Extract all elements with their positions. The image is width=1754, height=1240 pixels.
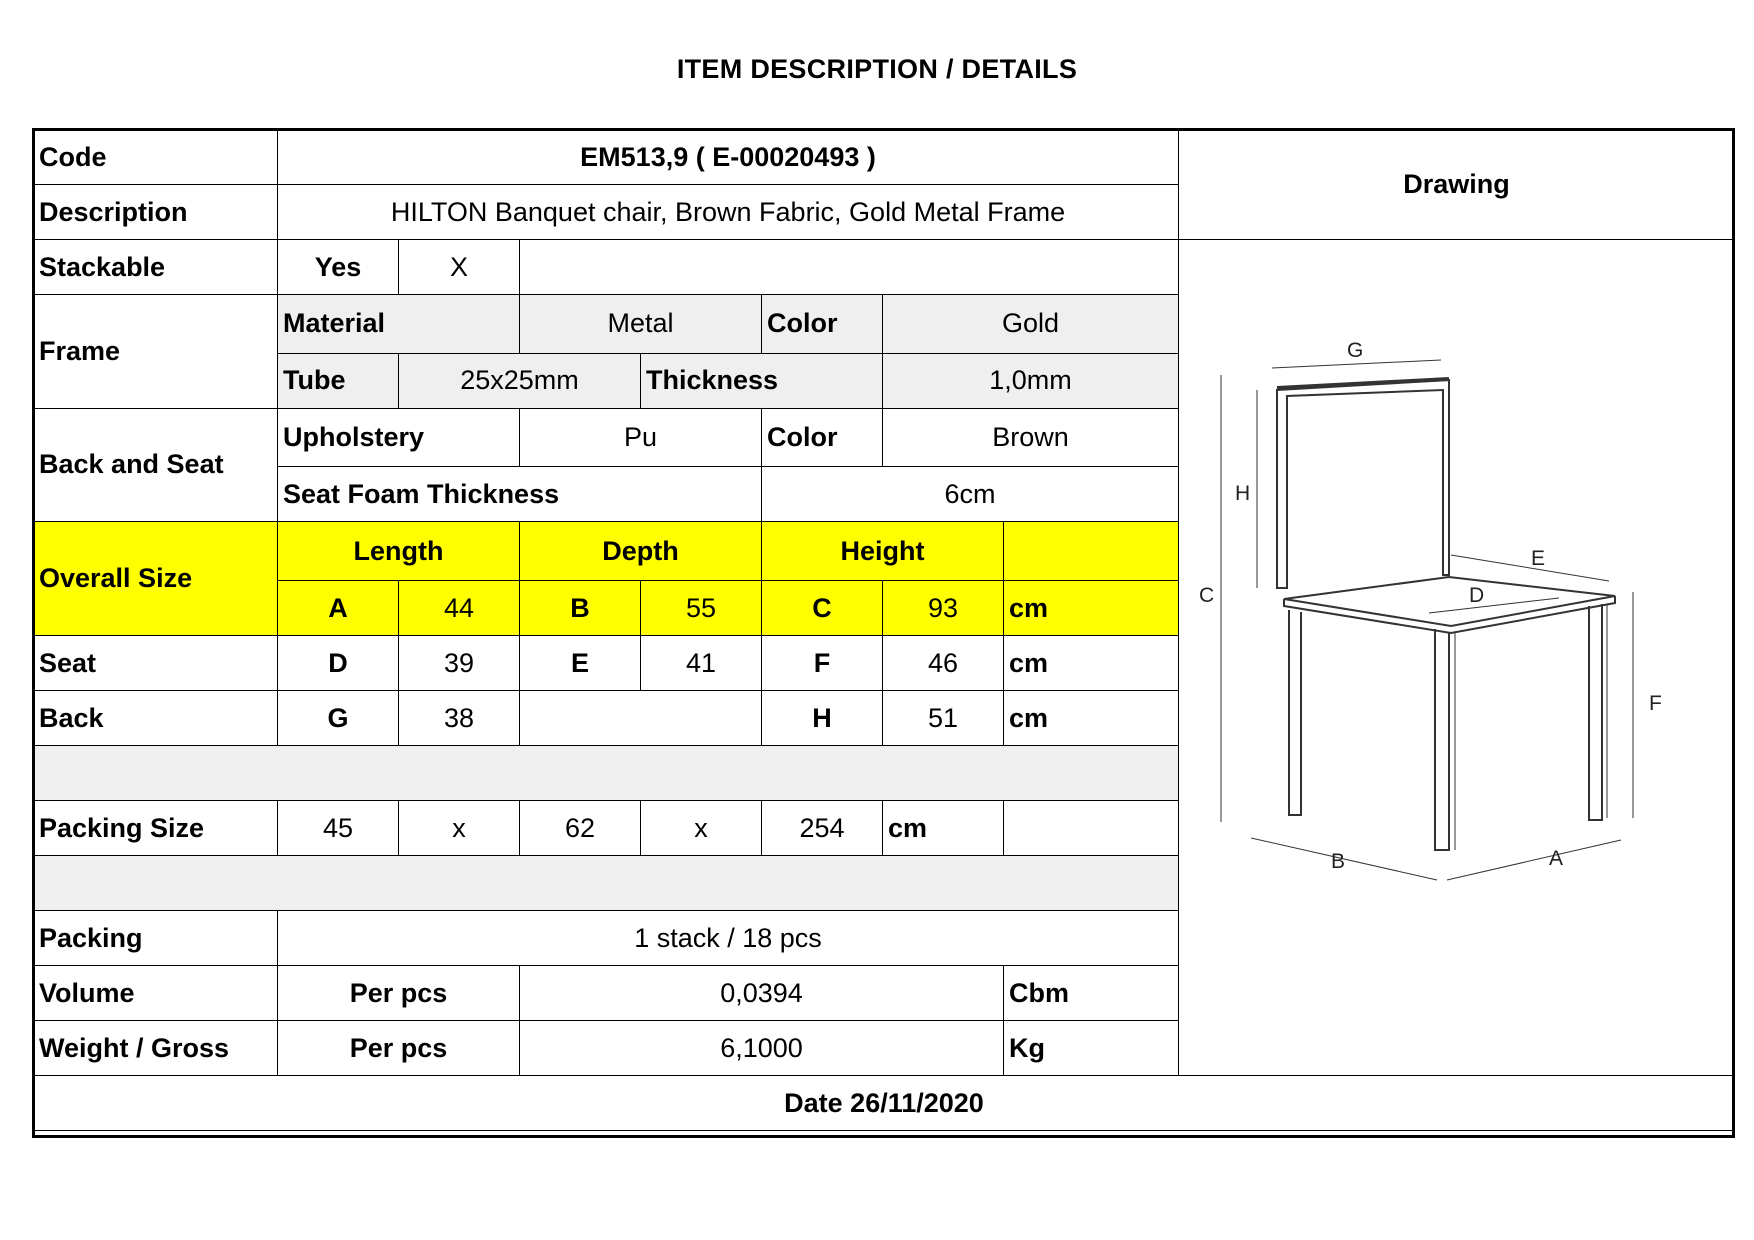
size-c-value: 93: [883, 581, 1004, 636]
size-a-label: A: [278, 581, 399, 636]
back-g-value: 38: [399, 691, 520, 746]
seat-e-value: 41: [641, 636, 762, 691]
packing-size-width: 62: [520, 801, 641, 856]
seat-e-label: E: [520, 636, 641, 691]
upholstery-value: Pu: [520, 408, 762, 467]
back-h-label: H: [762, 691, 883, 746]
size-a-value: 44: [399, 581, 520, 636]
frame-material-label: Material: [278, 295, 520, 354]
description-label: Description: [34, 185, 278, 240]
volume-value: 0,0394: [520, 966, 1004, 1021]
back-g-label: G: [278, 691, 399, 746]
frame-thickness-value: 1,0mm: [883, 353, 1179, 408]
volume-per: Per pcs: [278, 966, 520, 1021]
code-value: EM513,9 ( E-00020493 ): [278, 130, 1179, 185]
leg-back-left: [1289, 610, 1301, 815]
back-seat-label: Back and Seat: [34, 408, 278, 522]
weight-value: 6,1000: [520, 1021, 1004, 1076]
foam-label: Seat Foam Thickness: [278, 467, 762, 522]
description-value: HILTON Banquet chair, Brown Fabric, Gold Metal Frame: [278, 185, 1179, 240]
packing-size-x1: x: [399, 801, 520, 856]
frame-tube-value: 25x25mm: [399, 353, 641, 408]
frame-color-label: Color: [762, 295, 883, 354]
dim-line-e: [1451, 555, 1609, 581]
seat-f-value: 46: [883, 636, 1004, 691]
backrest: [1277, 380, 1449, 588]
size-b-value: 55: [641, 581, 762, 636]
packing-label: Packing: [34, 911, 278, 966]
frame-color-value: Gold: [883, 295, 1179, 354]
seat-top: [1284, 577, 1615, 626]
frame-material-value: Metal: [520, 295, 762, 354]
seat-edge: [1284, 596, 1615, 633]
label-c: C: [1199, 584, 1215, 607]
seat-d-value: 39: [399, 636, 520, 691]
upholstery-color-label: Color: [762, 408, 883, 467]
code-label: Code: [34, 130, 278, 185]
stackable-mark: X: [399, 240, 520, 295]
spacer-row-2: [34, 856, 1179, 911]
frame-tube-label: Tube: [278, 353, 399, 408]
overall-size-empty: [1004, 522, 1179, 581]
packing-size-x2: x: [641, 801, 762, 856]
seat-d-label: D: [278, 636, 399, 691]
upholstery-color-value: Brown: [883, 408, 1179, 467]
back-label: Back: [34, 691, 278, 746]
back-h-value: 51: [883, 691, 1004, 746]
page-title: ITEM DESCRIPTION / DETAILS: [676, 54, 1078, 84]
label-b: B: [1331, 850, 1346, 873]
back-unit: cm: [1004, 691, 1179, 746]
leg-right: [1589, 604, 1602, 820]
label-d: D: [1469, 584, 1485, 607]
stackable-label: Stackable: [34, 240, 278, 295]
dim-line-a: [1447, 840, 1621, 880]
packing-size-height: 254: [762, 801, 883, 856]
backrest-top: [1277, 379, 1449, 388]
label-g: G: [1347, 339, 1364, 362]
seat-f-label: F: [762, 636, 883, 691]
seat-unit: cm: [1004, 636, 1179, 691]
packing-size-length: 45: [278, 801, 399, 856]
packing-size-unit: cm: [883, 801, 1004, 856]
overall-size-unit: cm: [1004, 581, 1179, 636]
size-b-label: B: [520, 581, 641, 636]
label-a: A: [1549, 847, 1564, 870]
seat-label: Seat: [34, 636, 278, 691]
chair-drawing: [1179, 240, 1735, 1068]
label-f: F: [1649, 692, 1662, 715]
height-label: Height: [762, 522, 1004, 581]
packing-size-empty: [1004, 801, 1179, 856]
label-h: H: [1235, 482, 1251, 505]
depth-label: Depth: [520, 522, 762, 581]
packing-value: 1 stack / 18 pcs: [278, 911, 1179, 966]
label-e: E: [1531, 547, 1546, 570]
stackable-empty: [520, 240, 1179, 295]
volume-label: Volume: [34, 966, 278, 1021]
weight-label: Weight / Gross: [34, 1021, 278, 1076]
leg-front: [1435, 629, 1449, 850]
back-empty: [520, 691, 762, 746]
overall-size-label: Overall Size: [34, 522, 278, 636]
spec-table: [33, 129, 1735, 1131]
packing-size-label: Packing Size: [34, 801, 278, 856]
size-c-label: C: [762, 581, 883, 636]
volume-unit: Cbm: [1004, 966, 1179, 1021]
upholstery-label: Upholstery: [278, 408, 520, 467]
foam-value: 6cm: [762, 467, 1179, 522]
date: Date 26/11/2020: [34, 1076, 1735, 1131]
spacer-row-1: [34, 746, 1179, 801]
weight-unit: Kg: [1004, 1021, 1179, 1076]
frame-thickness-label: Thickness: [641, 353, 883, 408]
drawing-cell: [1179, 240, 1735, 1076]
stackable-yes: Yes: [278, 240, 399, 295]
drawing-header: Drawing: [1179, 130, 1735, 240]
weight-per: Per pcs: [278, 1021, 520, 1076]
length-label: Length: [278, 522, 520, 581]
frame-label: Frame: [34, 295, 278, 409]
